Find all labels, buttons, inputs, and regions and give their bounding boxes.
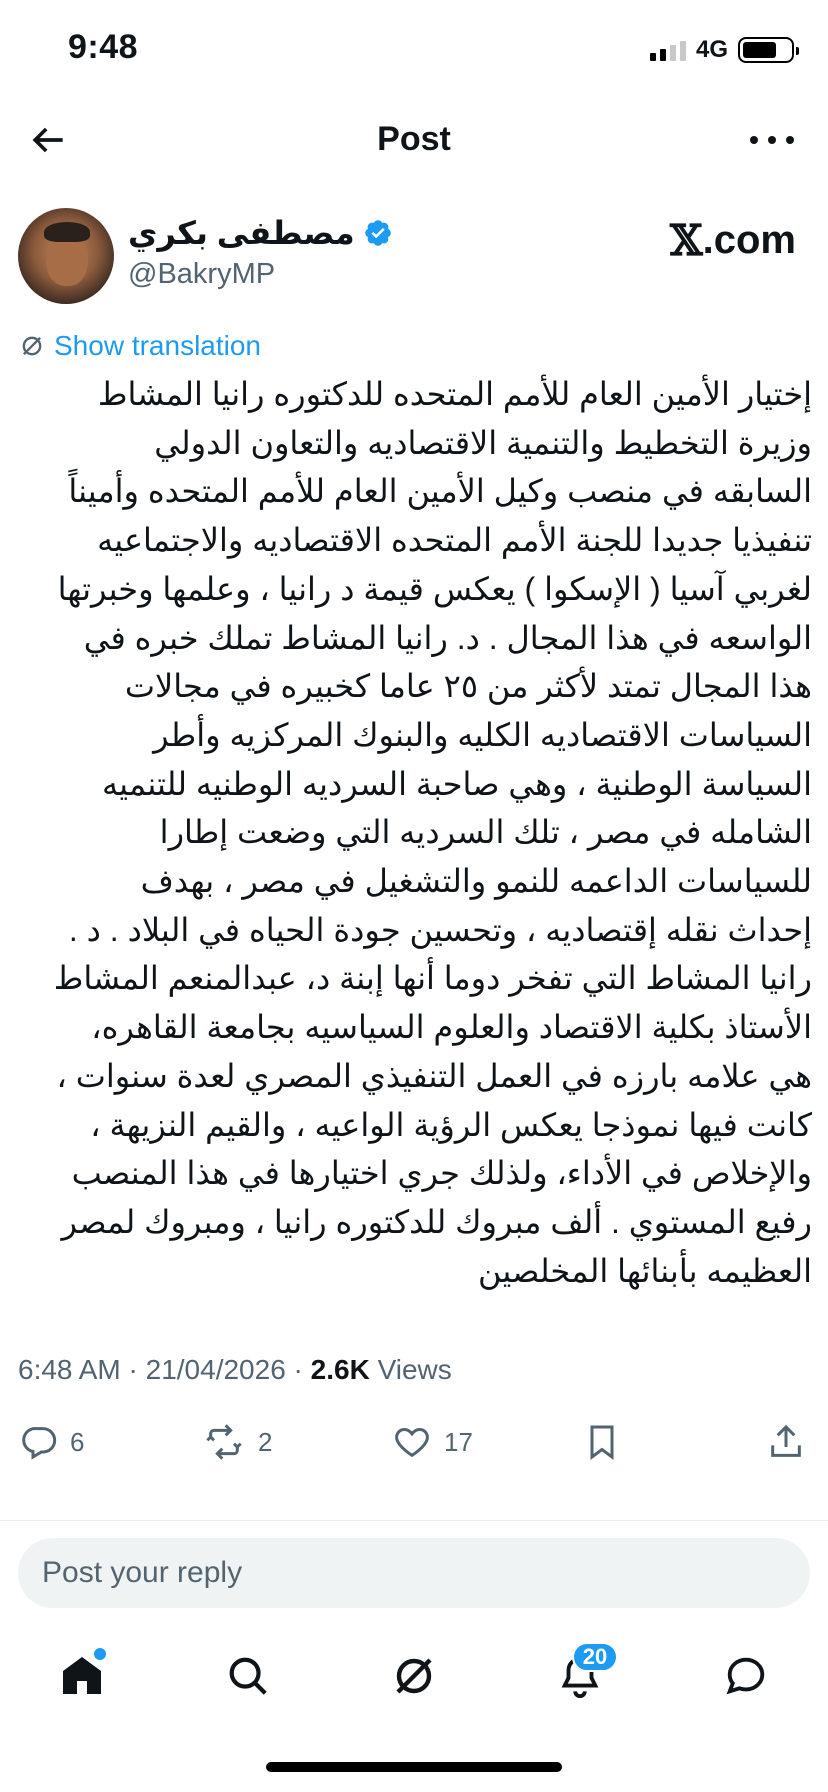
divider [0,1520,828,1521]
share-icon [766,1422,806,1462]
post-text-line: إختيار الأمين العام للأمم المتحده للدكتوره رانيا المشاط [97,376,812,412]
author-name[interactable]: مصطفى بكري [128,215,355,251]
post-text-line: السابقه في منصب وكيل الأمين العام للأمم المتحده وأميناً [68,473,812,510]
source-domain: .com [702,218,796,262]
cellular-signal-icon [650,39,686,61]
translate-icon [18,332,46,360]
reply-icon [18,1422,58,1462]
verified-badge-icon [363,218,393,248]
post-text-line: الواسعه في هذا المجال . د. رانيا المشاط تملك خبره في [83,619,812,656]
post-text-line: والإخلاص في الأداء، ولذلك جري اختيارها في هذا المنصب [71,1155,812,1192]
post-text-line: السياسات الاقتصاديه الكليه والبنوك المركزيه وأطر [153,716,812,753]
tab-messages[interactable] [716,1646,776,1706]
notifications-badge: 20 [572,1642,618,1672]
post-meta: 6:48 AM · 21/04/2026 · 2.6K Views [18,1354,452,1385]
battery-icon [738,37,794,63]
post-text-line: إحداث نقله إقتصاديه ، وتحسين جودة الحياه في البلاد . د . [68,911,812,948]
page-title: Post [377,120,451,158]
status-bar [0,0,828,100]
author-name-row[interactable] [128,214,393,252]
views-label: Views [369,1354,452,1385]
post-text-line: تنفيذيا جديدا للجنة الأمم المتحده الاقتصاديه والاجتماعيه [97,522,812,559]
post-text-line: العظيمه بأبنائها المخلصين [478,1252,812,1289]
source-badge [670,216,796,265]
tab-notifications[interactable] [550,1646,610,1706]
post-text-line: وزيرة التخطيط والتنمية الاقتصاديه والتعاون الدولي [154,424,812,461]
post-text-line: الشامله في مصر ، تلك السرديه التي وضعت إطارا [159,814,812,851]
post-text-line: الأستاذ بكلية الاقتصاد والعلوم السياسيه بجامعة القاهره، [91,1009,812,1046]
x-logo-icon: 𝕏 [670,216,703,265]
views-count[interactable]: 2.6K [310,1354,370,1385]
avatar[interactable] [18,208,114,304]
tab-grok[interactable] [384,1646,444,1706]
status-time: 9:48 [68,28,139,66]
post-header [0,100,828,180]
bottom-tab-bar [0,1636,828,1716]
post-text-line: السياسة الوطنية ، وهي صاحبة السرديه الوطنيه للتنميه [102,765,812,802]
grok-icon [390,1652,438,1700]
tab-home[interactable] [52,1646,112,1706]
show-translation-label[interactable]: Show translation [54,330,262,361]
post-text-line: هي علامه بارزه في العمل التنفيذي المصري لعدة سنوات ، [56,1057,812,1094]
post-actions [0,1414,828,1474]
post-text-line: هذا المجال تمتد لأكثر من ٢٥ عاما كخبيره في مجالات [124,668,812,705]
post-text-line: رانيا المشاط التي تفخر دوما أنها إبنة د، عبدالمنعم المشاط [53,960,812,997]
post-date: 21/04/2026 [145,1354,286,1385]
reply-count: 6 [70,1426,85,1457]
bookmark-icon [582,1422,622,1462]
battery-level [743,42,776,58]
like-button[interactable] [392,1422,473,1462]
post-text-line: للسياسات الداعمه للنمو والتشغيل في مصر ، بهدف [140,863,812,900]
repost-icon [202,1422,246,1462]
post-time: 6:48 AM [18,1354,121,1385]
post-text-line: لغربي آسيا ( الإسكوا ) يعكس قيمة د رانيا ، وعلمها وخبرتها [57,570,812,607]
reply-input[interactable] [18,1538,810,1608]
status-indicators [650,36,794,64]
new-posts-dot [94,1648,106,1660]
post-text-line: كانت فيها نموذجا يعكس الرؤية الواعيه ، والقيم النزيهة ، [90,1106,812,1143]
like-count: 17 [444,1426,473,1457]
post-text [22,370,812,1295]
show-translation-link[interactable] [18,330,261,362]
chat-icon [723,1653,769,1699]
bookmark-button[interactable] [582,1422,622,1462]
repost-button[interactable] [202,1422,272,1462]
reply-placeholder: Post your reply [42,1556,243,1589]
reply-button[interactable] [18,1422,84,1462]
heart-icon [392,1422,432,1462]
more-options-button[interactable] [750,122,794,158]
more-horizontal-icon [750,136,758,144]
author-handle[interactable]: @BakryMP [128,258,276,290]
tab-search[interactable] [218,1646,278,1706]
post-text-line: رفيع المستوي . ألف مبروك للدكتوره رانيا ، ومبروك لمصر [61,1203,812,1240]
share-button[interactable] [766,1422,806,1462]
search-icon [225,1653,271,1699]
network-type: 4G [695,36,728,63]
repost-count: 2 [258,1426,273,1457]
home-indicator [266,1762,562,1772]
